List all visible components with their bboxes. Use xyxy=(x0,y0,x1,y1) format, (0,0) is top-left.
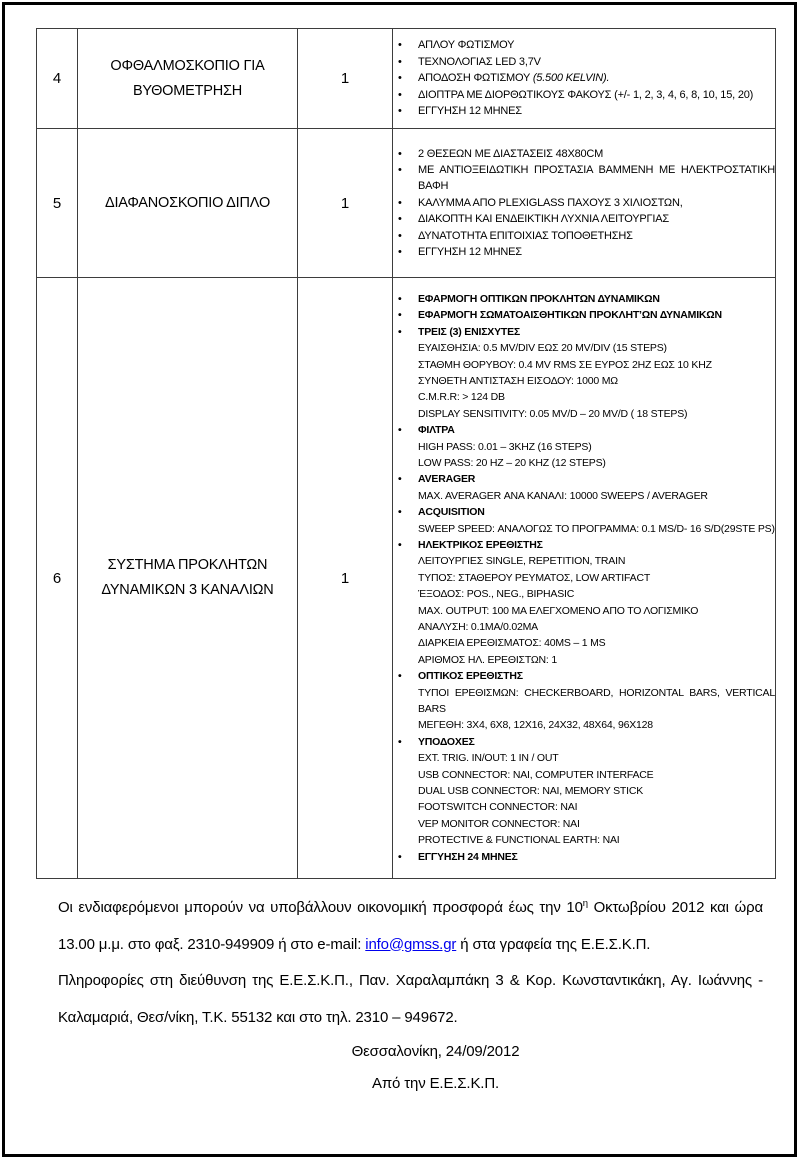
spec-text: ACQUISITION xyxy=(418,506,485,519)
spec-text: HIGH PASS: 0.01 – 3KHZ (16 STEPS) xyxy=(418,440,592,453)
equipment-specs-table xyxy=(36,28,776,879)
spec-text: ΣΥΝΘΕΤΗ ΑΝΤΙΣΤΑΣΗ ΕΙΣΟΔΟΥ: 1000 ΜΩ xyxy=(418,374,618,387)
spec-line xyxy=(393,521,775,537)
spec-text: ΔΙΑΡΚΕΙΑ ΕΡΕΘΙΣΜΑΤΟΣ: 40MS – 1 MS xyxy=(418,637,606,650)
spec-text: DUAL USB CONNECTOR: ΝΑΙ, MEMORY STICK xyxy=(418,785,643,798)
offer-text-part1: Οι ενδιαφερόμενοι μπορούν να υποβάλλουν οικονομική προσφορά έως την 10 xyxy=(58,899,583,916)
spec-line xyxy=(393,504,775,520)
spec-line xyxy=(393,553,775,569)
bullet-icon: • xyxy=(398,147,402,160)
spec-line xyxy=(393,340,775,356)
spec-text: MAX. AVERAGER ΑΝΑ ΚΑΝΑΛΙ: 10000 SWEEPS / AVERAGER xyxy=(418,489,708,502)
spec-line xyxy=(393,37,775,53)
spec-text: ΟΠΤΙΚΟΣ ΕΡΕΘΙΣΤΗΣ xyxy=(418,670,523,683)
spec-text: C.M.R.R: > 124 DB xyxy=(418,391,505,404)
item-number: 5 xyxy=(37,129,78,278)
spec-text: ΤΥΠΟΙ ΕΡΕΘΙΣΜΩΝ: CHECKERBOARD, HORIZONTAL BARS, VERTICAL BARS xyxy=(418,686,775,716)
spec-text-italic-note: (5.500 KELVIN). xyxy=(532,72,610,85)
spec-text: USB CONNECTOR: ΝΑΙ, COMPUTER INTERFACE xyxy=(418,768,654,781)
spec-line xyxy=(393,373,775,389)
item-name: ΟΦΘΑΛΜΟΣΚΟΠΙΟ ΓΙΑ ΒΥΘΟΜΕΤΡΗΣΗ xyxy=(78,29,298,129)
spec-line xyxy=(393,635,775,651)
spec-text: ΔΙΟΠΤΡΑ ΜΕ ΔΙΟΡΘΩΤΙΚΟΥΣ ΦΑΚΟΥΣ (+/- 1, 2, 3, 4, 6, 8, 10, 15, 20) xyxy=(418,88,754,101)
spec-line xyxy=(393,488,775,504)
spec-line xyxy=(393,816,775,832)
spec-line xyxy=(393,244,775,260)
spec-line xyxy=(393,357,775,373)
spec-line xyxy=(393,767,775,783)
spec-text: ΤΕΧΝΟΛΟΓΙΑΣ LED 3,7V xyxy=(418,55,541,68)
bullet-icon: • xyxy=(398,424,402,437)
item-specs-cell xyxy=(393,129,776,278)
spec-line xyxy=(393,717,775,733)
spec-text: ΤΡΕΙΣ (3) ΕΝΙΣΧΥΤΕΣ xyxy=(418,325,521,338)
bullet-icon: • xyxy=(398,163,402,176)
spec-text xyxy=(418,70,775,86)
spec-text: ΕΓΓΥΗΣΗ 24 ΜΗΝΕΣ xyxy=(418,850,518,863)
bullet-icon: • xyxy=(398,506,402,519)
item-name: ΔΙΑΦΑΝΟΣΚΟΠΙΟ ΔΙΠΛΟ xyxy=(78,129,298,278)
spec-line xyxy=(393,439,775,455)
date-line: Θεσσαλονίκη, 24/09/2012 xyxy=(351,1043,520,1060)
bullet-icon: • xyxy=(398,292,402,305)
spec-text: ΜΕΓΕΘΗ: 3Χ4, 6Χ8, 12Χ16, 24Χ32, 48Χ64, 96Χ128 xyxy=(418,719,653,732)
spec-text: ΦΙΛΤΡΑ xyxy=(418,424,455,437)
spec-text: PROTECTIVE & FUNCTIONAL EARTH: ΝΑΙ xyxy=(418,834,620,847)
spec-text: ΛΕΙΤΟΥΡΓΙΕΣ SINGLE, REPETITION, TRAIN xyxy=(418,555,626,568)
spec-text: FOOTSWITCH CONNECTOR: ΝΑΙ xyxy=(418,801,578,814)
spec-line xyxy=(393,422,775,438)
spec-text: ΕΓΓΥΗΣΗ 12 ΜΗΝΕΣ xyxy=(418,246,522,259)
offer-submission-paragraph xyxy=(58,890,763,963)
signature-line: Από την Ε.Ε.Σ.Κ.Π. xyxy=(371,1075,500,1092)
item-number: 6 xyxy=(37,278,78,879)
spec-text: ΜΕ ΑΝΤΙΟΞΕΙΔΩΤΙΚΗ ΠΡΟΣΤΑΣΙΑ ΒΑΜΜΕΝΗ ΜΕ ΗΛΕΚΤΡΟΣΤΑΤΙΚΗ ΒΑΦΗ xyxy=(418,163,775,193)
spec-line xyxy=(393,783,775,799)
spec-line xyxy=(393,389,775,405)
spec-text: VEP MONITOR CONNECTOR: ΝΑΙ xyxy=(418,817,580,830)
item-quantity: 1 xyxy=(298,278,393,879)
spec-line xyxy=(393,162,775,195)
bullet-icon: • xyxy=(398,246,402,259)
spec-list xyxy=(393,291,775,865)
spec-text: ΕΦΑΡΜΟΓΗ ΟΠΤΙΚΩΝ ΠΡΟΚΛΗΤΩΝ ΔΥΝΑΜΙΚΩΝ xyxy=(418,292,660,305)
spec-text: ΣΤΑΘΜΗ ΘΟΡΥΒΟΥ: 0.4 MV RMS ΣΕ ΕΥΡΟΣ 2HZ ΕΩΣ 10 KHZ xyxy=(418,358,712,371)
bullet-icon: • xyxy=(398,538,402,551)
contact-info-paragraph: Πληροφορίες στη διεύθυνση της Ε.Ε.Σ.Κ.Π., Παν. Χαραλαμπάκη 3 & Κορ. Κωνσταντικάκη, Αγ. Ιωάννης - Καλαμαριά, Θεσ/νίκη, Τ.Κ. 55132 και στο τηλ. 2310 – 949672. xyxy=(58,972,763,1026)
spec-text: ΔΙΑΚΟΠΤΗ ΚΑΙ ΕΝΔΕΙΚΤΙΚΗ ΛΥΧΝΙΑ ΛΕΙΤΟΥΡΓΙΑΣ xyxy=(418,213,669,226)
bullet-icon: • xyxy=(398,72,402,85)
spec-line xyxy=(393,570,775,586)
bullet-icon: • xyxy=(398,213,402,226)
spec-text: ΤΥΠΟΣ: ΣΤΑΘΕΡΟΥ ΡΕΥΜΑΤΟΣ, LOW ARTIFACT xyxy=(418,571,651,584)
footer-text-block xyxy=(58,890,763,1100)
bullet-icon: • xyxy=(398,88,402,101)
spec-text: ΕΓΓΥΗΣΗ 12 ΜΗΝΕΣ xyxy=(418,105,522,118)
spec-line xyxy=(393,103,775,119)
spec-line xyxy=(393,849,775,865)
bullet-icon: • xyxy=(398,39,402,52)
spec-line xyxy=(393,87,775,103)
spec-text: ΑΝΑΛΥΣΗ: 0.1MA/0.02MA xyxy=(418,621,538,634)
offer-text-part2: Οκτωβρίου 2012 και ώρα 13.00 μ.μ. στο φαξ. 2310-949909 ή στο e-mail: xyxy=(58,899,763,953)
spec-text: EXT. TRIG. IN/OUT: 1 IN / OUT xyxy=(418,752,559,765)
bullet-icon: • xyxy=(398,670,402,683)
email-link[interactable]: info@gmss.gr xyxy=(365,935,457,953)
item-name: ΣΥΣΤΗΜΑ ΠΡΟΚΛΗΤΩΝ ΔΥΝΑΜΙΚΩΝ 3 ΚΑΝΑΛΙΩΝ xyxy=(78,278,298,879)
spec-text: ΗΛΕΚΤΡΙΚΟΣ ΕΡΕΘΙΣΤΗΣ xyxy=(418,538,543,551)
bullet-icon: • xyxy=(398,309,402,322)
spec-line xyxy=(393,70,775,86)
item-quantity: 1 xyxy=(298,29,393,129)
bullet-icon: • xyxy=(398,473,402,486)
offer-text-part3: ή στα γραφεία της Ε.Ε.Σ.Κ.Π. xyxy=(456,935,651,953)
spec-line xyxy=(393,799,775,815)
spec-text: LOW PASS: 20 HZ – 20 KHZ (12 STEPS) xyxy=(418,456,606,469)
table-row-item-4 xyxy=(37,29,776,129)
spec-text: ΔΥΝΑΤΟΤΗΤΑ ΕΠΙΤΟΙΧΙΑΣ ΤΟΠΟΘΕΤΗΣΗΣ xyxy=(418,229,633,242)
spec-line xyxy=(393,750,775,766)
spec-line xyxy=(393,734,775,750)
item-number: 4 xyxy=(37,29,78,129)
bullet-icon: • xyxy=(398,196,402,209)
spec-text: ΥΠΟΔΟΧΕΣ xyxy=(418,735,475,748)
spec-text: 2 ΘΕΣΕΩΝ ΜΕ ΔΙΑΣΤΑΣΕΙΣ 48Χ80CM xyxy=(418,147,604,160)
spec-list xyxy=(393,146,775,261)
spec-line xyxy=(393,406,775,422)
spec-line xyxy=(393,195,775,211)
spec-text: ΚΑΛΥΜΜΑ ΑΠΟ PLEXIGLASS ΠΑΧΟΥΣ 3 ΧΙΛΙΟΣΤΩΝ, xyxy=(418,196,683,209)
spec-text: ΕΦΑΡΜΟΓΗ ΣΩΜΑΤΟΑΙΣΘΗΤΙΚΩΝ ΠΡΟΚΛΗΤ’ΩΝ ΔΥΝΑΜΙΚΩΝ xyxy=(418,309,722,322)
spec-line xyxy=(393,146,775,162)
spec-line xyxy=(393,832,775,848)
spec-list xyxy=(393,37,775,119)
spec-text: ΑΠΛΟΥ ΦΩΤΙΣΜΟΥ xyxy=(418,39,515,52)
bullet-icon: • xyxy=(398,105,402,118)
spec-text: AVERAGER xyxy=(418,473,476,486)
spec-text: SWEEP SPEED: ΑΝΑΛΟΓΩΣ ΤΟ ΠΡΟΓΡΑΜΜΑ: 0.1 MS/D- 16 S/D(29STE PS) xyxy=(418,522,775,535)
ordinal-superscript: η xyxy=(582,898,588,909)
spec-text: ΈΞΟΔΟΣ: POS., NEG., BIPHASIC xyxy=(418,588,575,601)
spec-text-part: ΑΠΟΔΟΣΗ ΦΩΤΙΣΜΟΥ xyxy=(418,72,533,85)
item-specs-cell xyxy=(393,278,776,879)
spec-line xyxy=(393,586,775,602)
spec-text: DISPLAY SENSITIVITY: 0.05 MV/D – 20 MV/D ( 18 STEPS) xyxy=(418,407,688,420)
bullet-icon: • xyxy=(398,325,402,338)
spec-line xyxy=(393,619,775,635)
spec-line xyxy=(393,307,775,323)
spec-line xyxy=(393,54,775,70)
spec-text: MAX. OUTPUT: 100 MA ΕΛΕΓΧΟΜΕΝΟ ΑΠΟ ΤΟ ΛΟΓΙΣΜΙΚΟ xyxy=(418,604,699,617)
spec-line xyxy=(393,455,775,471)
spec-text: ΕΥΑΙΣΘΗΣΙΑ: 0.5 MV/DIV ΕΩΣ 20 MV/DIV (15 STEPS) xyxy=(418,342,667,355)
spec-line xyxy=(393,603,775,619)
spec-line xyxy=(393,228,775,244)
table-row-item-6 xyxy=(37,278,776,879)
item-quantity: 1 xyxy=(298,129,393,278)
spec-line xyxy=(393,652,775,668)
table-row-item-5 xyxy=(37,129,776,278)
spec-line xyxy=(393,211,775,227)
spec-line xyxy=(393,471,775,487)
spec-line xyxy=(393,291,775,307)
spec-line xyxy=(393,324,775,340)
bullet-icon: • xyxy=(398,229,402,242)
spec-line xyxy=(393,668,775,684)
item-specs-cell xyxy=(393,29,776,129)
bullet-icon: • xyxy=(398,850,402,863)
spec-line xyxy=(393,537,775,553)
bullet-icon: • xyxy=(398,735,402,748)
bullet-icon: • xyxy=(398,55,402,68)
spec-text: ΑΡΙΘΜΟΣ ΗΛ. ΕΡΕΘΙΣΤΩΝ: 1 xyxy=(418,653,557,666)
spec-line xyxy=(393,685,775,718)
